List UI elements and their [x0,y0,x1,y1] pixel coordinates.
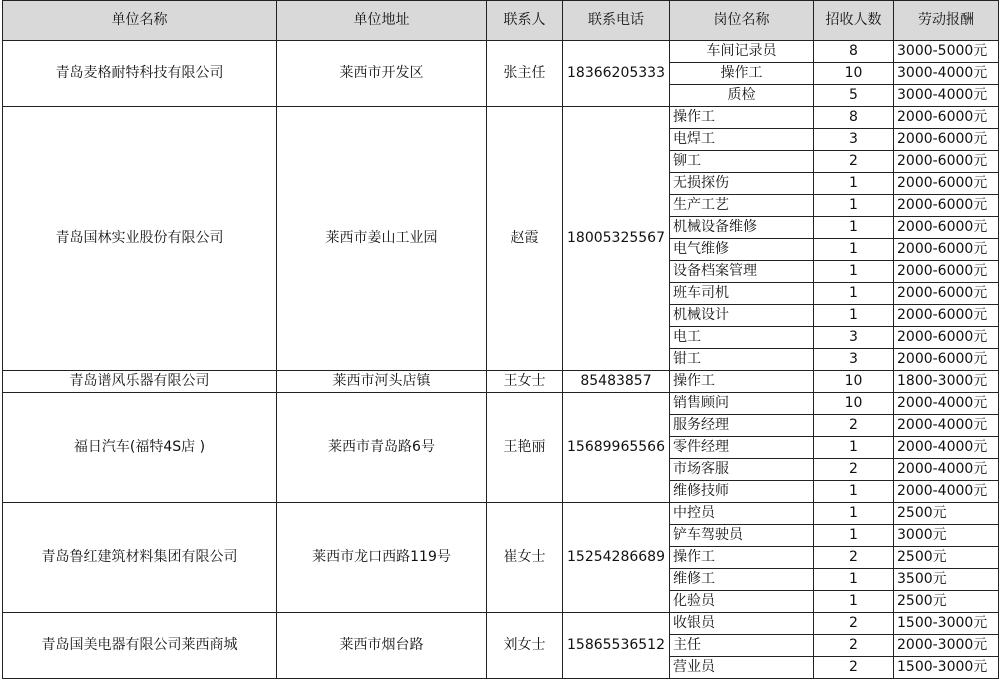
salary-cell: 2000-4000元 [894,415,999,437]
phone-cell: 18005325567 [563,107,670,371]
headcount-cell: 8 [814,107,894,129]
position-cell: 中控员 [670,503,814,525]
phone-cell: 18366205333 [563,41,670,107]
headcount-cell: 2 [814,415,894,437]
contact-cell: 赵霞 [487,107,563,371]
position-cell: 电工 [670,327,814,349]
headcount-cell: 2 [814,151,894,173]
company-address-cell: 莱西市青岛路6号 [277,393,487,503]
headcount-cell: 2 [814,635,894,657]
phone-cell: 15254286689 [563,503,670,613]
company-name-cell: 青岛谱风乐器有限公司 [3,371,277,393]
position-cell: 维修工 [670,569,814,591]
headcount-cell: 1 [814,261,894,283]
salary-cell: 3500元 [894,569,999,591]
position-cell: 服务经理 [670,415,814,437]
company-name-cell: 青岛国林实业股份有限公司 [3,107,277,371]
salary-cell: 2000-4000元 [894,481,999,503]
company-address-cell: 莱西市河头店镇 [277,371,487,393]
position-cell: 设备档案管理 [670,261,814,283]
company-address-cell: 莱西市姜山工业园 [277,107,487,371]
table-body [3,41,999,679]
position-cell: 操作工 [670,63,814,85]
company-name-cell: 青岛国美电器有限公司莱西商城 [3,613,277,679]
position-cell: 铆工 [670,151,814,173]
position-cell: 铲车驾驶员 [670,525,814,547]
headcount-cell: 10 [814,393,894,415]
headcount-cell: 1 [814,481,894,503]
headcount-cell: 1 [814,305,894,327]
headcount-cell: 1 [814,525,894,547]
company-name-cell: 青岛鲁红建筑材料集团有限公司 [3,503,277,613]
position-cell: 营业员 [670,657,814,679]
salary-cell: 2000-4000元 [894,437,999,459]
headcount-cell: 3 [814,129,894,151]
position-cell: 销售顾问 [670,393,814,415]
position-cell: 操作工 [670,107,814,129]
salary-cell: 2000-6000元 [894,239,999,261]
position-cell: 机械设备维修 [670,217,814,239]
contact-cell: 崔女士 [487,503,563,613]
headcount-cell: 1 [814,217,894,239]
salary-cell: 2000-6000元 [894,349,999,371]
position-cell: 车间记录员 [670,41,814,63]
salary-cell: 2500元 [894,503,999,525]
header-contact: 联系人 [487,1,563,41]
salary-cell: 2000-6000元 [894,217,999,239]
headcount-cell: 1 [814,503,894,525]
header-salary: 劳动报酬 [894,1,999,41]
salary-cell: 2000-6000元 [894,195,999,217]
contact-cell: 王女士 [487,371,563,393]
headcount-cell: 1 [814,195,894,217]
position-cell: 主任 [670,635,814,657]
salary-cell: 2000-6000元 [894,129,999,151]
headcount-cell: 2 [814,657,894,679]
phone-cell: 85483857 [563,371,670,393]
table-row [3,503,999,525]
headcount-cell: 2 [814,613,894,635]
headcount-cell: 1 [814,569,894,591]
company-address-cell: 莱西市龙口西路119号 [277,503,487,613]
headcount-cell: 1 [814,591,894,613]
headcount-cell: 1 [814,437,894,459]
position-cell: 班车司机 [670,283,814,305]
salary-cell: 1500-3000元 [894,613,999,635]
salary-cell: 3000-4000元 [894,63,999,85]
position-cell: 零件经理 [670,437,814,459]
headcount-cell: 3 [814,349,894,371]
salary-cell: 2500元 [894,591,999,613]
position-cell: 操作工 [670,371,814,393]
salary-cell: 1500-3000元 [894,657,999,679]
salary-cell: 2000-6000元 [894,261,999,283]
salary-cell: 2500元 [894,547,999,569]
headcount-cell: 10 [814,63,894,85]
position-cell: 市场客服 [670,459,814,481]
company-address-cell: 莱西市烟台路 [277,613,487,679]
table-row [3,393,999,415]
position-cell: 电气维修 [670,239,814,261]
salary-cell: 2000-3000元 [894,635,999,657]
header-company: 单位名称 [3,1,277,41]
header-phone: 联系电话 [563,1,670,41]
headcount-cell: 1 [814,283,894,305]
position-cell: 操作工 [670,547,814,569]
headcount-cell: 2 [814,547,894,569]
position-cell: 收银员 [670,613,814,635]
contact-cell: 刘女士 [487,613,563,679]
position-cell: 无损探伤 [670,173,814,195]
header-count: 招收人数 [814,1,894,41]
contact-cell: 王艳丽 [487,393,563,503]
headcount-cell: 10 [814,371,894,393]
company-address-cell: 莱西市开发区 [277,41,487,107]
header-position: 岗位名称 [670,1,814,41]
position-cell: 电焊工 [670,129,814,151]
headcount-cell: 5 [814,85,894,107]
position-cell: 钳工 [670,349,814,371]
phone-cell: 15689965566 [563,393,670,503]
position-cell: 维修技师 [670,481,814,503]
salary-cell: 2000-4000元 [894,459,999,481]
table-row [3,107,999,129]
headcount-cell: 3 [814,327,894,349]
salary-cell: 2000-6000元 [894,283,999,305]
salary-cell: 3000元 [894,525,999,547]
company-name-cell: 青岛麦格耐特科技有限公司 [3,41,277,107]
headcount-cell: 1 [814,239,894,261]
salary-cell: 2000-6000元 [894,107,999,129]
position-cell: 质检 [670,85,814,107]
salary-cell: 2000-4000元 [894,393,999,415]
header-address: 单位地址 [277,1,487,41]
headcount-cell: 1 [814,173,894,195]
salary-cell: 2000-6000元 [894,173,999,195]
headcount-cell: 8 [814,41,894,63]
position-cell: 生产工艺 [670,195,814,217]
table-row [3,613,999,635]
company-name-cell: 福日汽车(福特4S店 ) [3,393,277,503]
salary-cell: 2000-6000元 [894,327,999,349]
phone-cell: 15865536512 [563,613,670,679]
contact-cell: 张主任 [487,41,563,107]
table-row [3,41,999,63]
table-row [3,371,999,393]
headcount-cell: 2 [814,459,894,481]
salary-cell: 2000-6000元 [894,151,999,173]
salary-cell: 1800-3000元 [894,371,999,393]
recruitment-table [2,0,999,679]
header-row [3,1,999,41]
salary-cell: 3000-4000元 [894,85,999,107]
salary-cell: 2000-6000元 [894,305,999,327]
position-cell: 化验员 [670,591,814,613]
position-cell: 机械设计 [670,305,814,327]
salary-cell: 3000-5000元 [894,41,999,63]
